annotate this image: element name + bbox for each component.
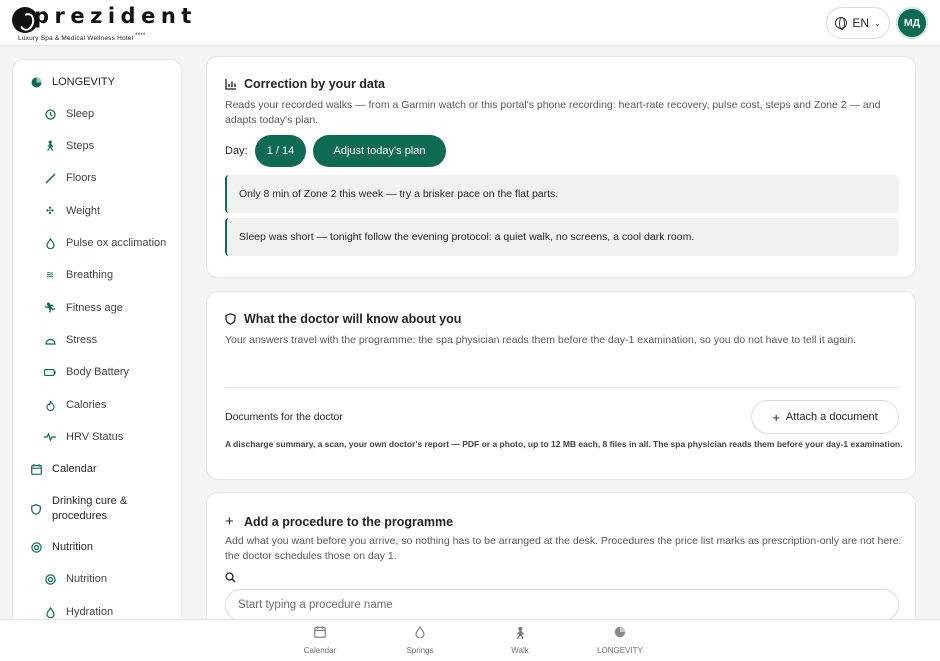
documents-label: Documents for the doctor (225, 411, 343, 423)
sidebar-item-calories[interactable] (43, 399, 106, 411)
divider (225, 387, 899, 388)
bottom-nav-springs[interactable]: Springs (380, 626, 460, 655)
weight-icon: ✣ (45, 205, 55, 217)
procedure-description: Add what you want before you arrive, so nothing has to be arranged at the desk. Procedures the price list marks as prescription-only are not here: the doctor schedules those on day 1. (225, 535, 902, 562)
sidebar-item-label: LONGEVITY (52, 76, 115, 88)
sidebar-item-label: Stress (66, 334, 98, 346)
avatar[interactable]: МД (896, 7, 928, 39)
sidebar-item-steps[interactable] (43, 140, 94, 152)
sidebar-item-sleep[interactable] (43, 108, 94, 120)
run-icon: 🏃︎ (43, 302, 57, 314)
header (0, 0, 940, 46)
walk-icon: 🚶︎ (43, 140, 57, 152)
flame-icon (43, 400, 57, 411)
sidebar-item-label: Calories (66, 399, 107, 411)
globe-icon (835, 17, 847, 29)
drop-icon (43, 607, 57, 618)
correction-description: Reads your recorded walks — from a Garmin watch or this portal's phone recording: heart-rate recovery, pulse cost, steps and Zone 2 — and adapts today's plan. (225, 99, 881, 126)
brand-name: prezident (34, 4, 197, 28)
sidebar-item-label: Fitness age (66, 302, 123, 314)
sidebar-item-label: Nutrition (52, 541, 93, 553)
sidebar-item-body-battery[interactable] (43, 366, 129, 378)
bottom-navigation (0, 619, 940, 661)
sidebar-item-drinking-cure[interactable] (29, 494, 142, 524)
sidebar (12, 59, 182, 639)
plus-icon: + (225, 513, 234, 530)
day-selector-button[interactable]: 1 / 14 (255, 135, 306, 167)
walk-icon: 🚶︎ (512, 626, 528, 640)
procedure-title: + Add a procedure to the programme (225, 513, 454, 530)
target-icon (43, 574, 57, 585)
sidebar-item-label: Floors (66, 172, 97, 184)
doctor-description: Your answers travel with the programme: the spa physician reads them before the day-1 examination, so you do not have to tell it again. (225, 334, 857, 346)
sidebar-item-label: Body Battery (66, 366, 129, 378)
pulse-icon (43, 433, 57, 441)
documents-note: A discharge summary, a scan, your own doctor's report — PDF or a photo, up to 12 MB each, 8 files in all. The spa physician reads them before your day-1 examination. (225, 439, 903, 449)
sidebar-item-hrv-status[interactable] (43, 431, 123, 443)
sidebar-item-label: HRV Status (66, 431, 124, 443)
shield-icon (225, 313, 237, 325)
longevity-icon (29, 77, 43, 88)
sidebar-item-breathing[interactable] (43, 269, 113, 281)
bottom-nav-walk[interactable]: 🚶︎ Walk (480, 626, 560, 655)
calendar-icon (280, 626, 360, 644)
correction-card (206, 56, 916, 278)
sidebar-item-nutrition[interactable] (29, 541, 93, 553)
sidebar-item-calendar[interactable] (29, 463, 97, 475)
drop-icon (43, 238, 57, 249)
sidebar-item-label: Hydration (66, 606, 114, 618)
search-icon (225, 572, 236, 586)
doctor-card (206, 291, 916, 480)
sidebar-item-label: Breathing (66, 269, 114, 281)
sidebar-item-weight[interactable] (43, 205, 100, 217)
procedure-search-input[interactable] (225, 589, 899, 621)
sidebar-item-stress[interactable] (43, 334, 97, 346)
day-label: Day: (225, 145, 248, 157)
brand-tagline: Luxury Spa & Medical Wellness Hotel **** (18, 33, 146, 43)
sidebar-item-label: Drinking cure & procedures (52, 495, 128, 522)
drop-icon (380, 626, 460, 644)
language-selector[interactable] (826, 7, 890, 39)
clock-icon (43, 109, 57, 120)
bottom-nav-calendar[interactable]: Calendar (280, 626, 360, 655)
bottom-nav-longevity[interactable]: LONGEVITY (580, 626, 660, 655)
language-label: EN (852, 16, 869, 30)
shield-icon (29, 504, 43, 515)
sidebar-item-label: Nutrition (66, 573, 107, 585)
sidebar-item-label: Sleep (66, 108, 95, 120)
doctor-title: What the doctor will know about you (225, 312, 461, 326)
wind-icon: ≋ (45, 269, 55, 281)
sidebar-item-label: Weight (66, 205, 101, 217)
attach-document-button[interactable]: + Attach a document (751, 400, 899, 434)
sidebar-item-pulse-ox[interactable] (43, 237, 166, 249)
sidebar-item-floors[interactable] (43, 172, 97, 184)
correction-title: Correction by your data (225, 77, 385, 91)
brand-logo[interactable] (12, 4, 197, 43)
tip-zone2: Only 8 min of Zone 2 this week — try a brisker pace on the flat parts. (225, 175, 899, 213)
bar-chart-icon (225, 78, 237, 90)
longevity-icon (580, 626, 660, 644)
adjust-plan-button[interactable]: Adjust today's plan (313, 135, 446, 167)
stairs-icon (43, 173, 57, 184)
sidebar-item-fitness-age[interactable] (43, 302, 123, 314)
tip-sleep: Sleep was short — tonight follow the evening protocol: a quiet walk, no screens, a cool dark room. (225, 218, 899, 256)
brand-stars: **** (135, 33, 146, 39)
sidebar-item-label: Pulse ox acclimation (66, 237, 167, 249)
gauge-icon (43, 336, 57, 345)
plus-icon: + (772, 409, 780, 425)
sidebar-item-label: Calendar (52, 463, 97, 475)
sidebar-item-longevity[interactable] (29, 76, 115, 88)
chevron-down-icon: ⌄ (873, 18, 881, 28)
sidebar-item-hydration[interactable] (43, 606, 113, 618)
sidebar-item-label: Steps (66, 140, 95, 152)
battery-icon (43, 369, 57, 376)
target-icon (29, 542, 43, 553)
sidebar-item-nutrition-sub[interactable] (43, 573, 107, 585)
calendar-icon (29, 464, 43, 475)
